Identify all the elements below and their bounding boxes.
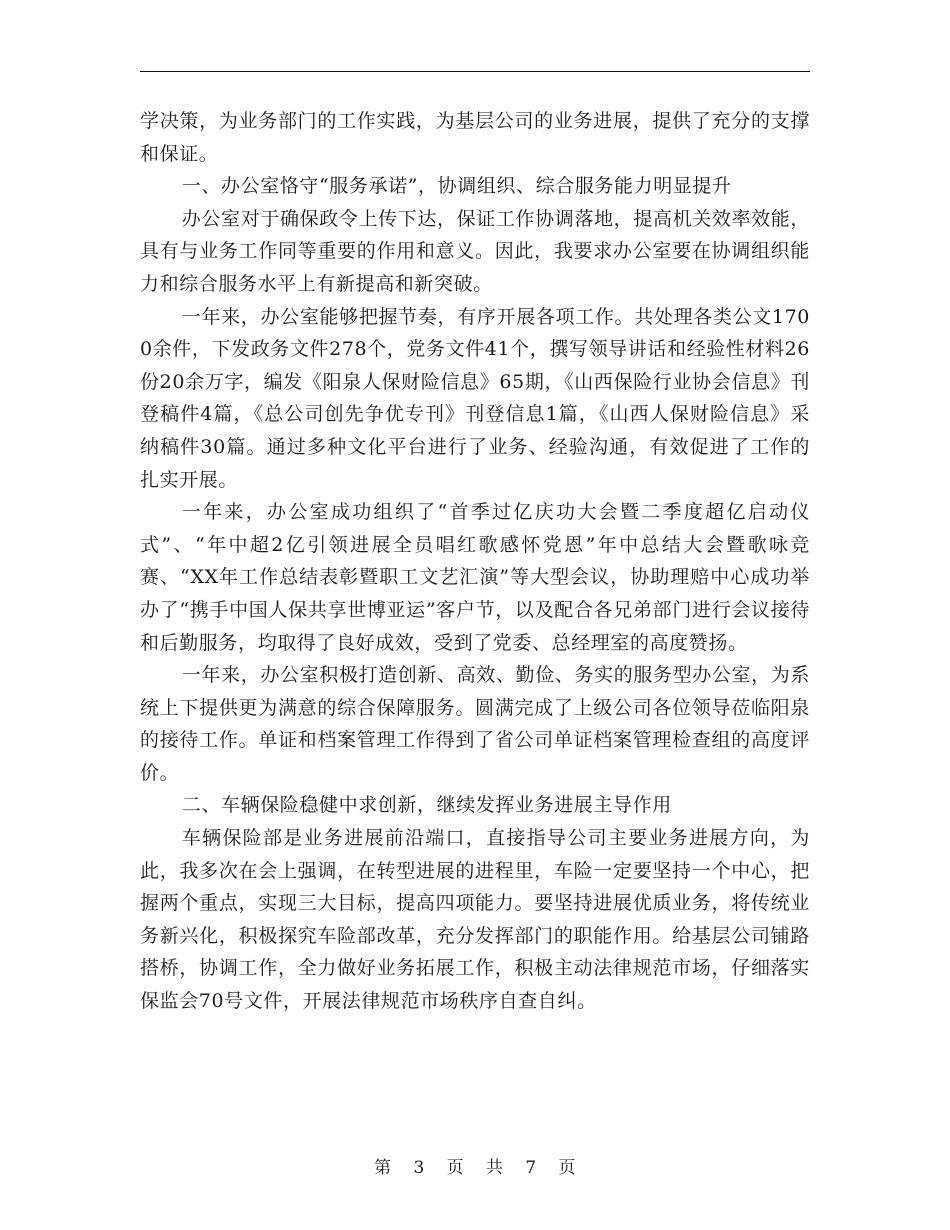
paragraph-vehicle-insurance: 车辆保险部是业务进展前沿端口，直接指导公司主要业务进展方向，为此，我多次在会上强调，在转型进展的进程里，车险一定要坚持一个中心，把握两个重点，实现三大目标，提高四项能力。要坚持进展优质业务，将传统业务新兴化，积极探究车险部改革，充分发挥部门的职能作用。给基层公司铺路搭桥，协调工作，全力做好业务拓展工作，积极主动法律规范市场，仔细落实保监会70号文件，开展法律规范市场秩序自查自纠。 bbox=[140, 827, 810, 1013]
document-body bbox=[140, 105, 810, 1018]
section-heading-vehicle-insurance: 二、车辆保险稳健中求创新，继续发挥业务进展主导作用 bbox=[181, 794, 672, 817]
footer-total-prefix: 共 bbox=[485, 1158, 504, 1178]
paragraph-continuation: 学决策，为业务部门的工作实践，为基层公司的业务进展，提供了充分的支撑和保证。 bbox=[140, 110, 810, 165]
header-rule bbox=[140, 71, 810, 72]
footer-page-number: 3 bbox=[413, 1158, 425, 1178]
page-footer bbox=[0, 1153, 950, 1178]
section-heading-office: 一、办公室恪守“服务承诺”，协调组织、综合服务能力明显提升 bbox=[181, 175, 732, 198]
paragraph-office-role: 办公室对于确保政令上传下达，保证工作协调落地，提高机关效率效能，具有与业务工作同等重要的作用和意义。因此，我要求办公室要在协调组织能力和综合服务水平上有新提高和新突破。 bbox=[140, 207, 810, 295]
footer-page-unit: 页 bbox=[446, 1158, 465, 1178]
paragraph-office-documents: 一年来，办公室能够把握节奏，有序开展各项工作。共处理各类公文1700余件，下发政务文件278个，党务文件41个，撰写领导讲话和经验性材料26份20余万字，编发《阳泉人保财险信息》65期，《山西保险行业协会信息》刊登稿件4篇，《总公司创先争优专刊》刊登信息1篇，《山西人保财险信息》采纳稿件30篇。通过多种文化平台进行了业务、经验沟通，有效促进了工作的扎实开展。 bbox=[140, 305, 810, 491]
footer-total-pages: 7 bbox=[525, 1158, 537, 1178]
footer-page-prefix: 第 bbox=[374, 1158, 392, 1178]
paragraph-office-meetings: 一年来，办公室成功组织了“首季过亿庆功大会暨二季度超亿启动仪式”、“年中超2亿引领进展全员唱红歌感怀党恩”年中总结大会暨歌咏竞赛、“XX年工作总结表彰暨职工文艺汇演”等大型会议，协助理赔中心成功举办了“携手中国人保共享世博亚运”客户节，以及配合各兄弟部门进行会议接待和后勤服务，均取得了良好成效，受到了党委、总经理室的高度赞扬。 bbox=[140, 501, 810, 654]
paragraph-office-service: 一年来，办公室积极打造创新、高效、勤俭、务实的服务型办公室，为系统上下提供更为满意的综合保障服务。圆满完成了上级公司各位领导莅临阳泉的接待工作。单证和档案管理工作得到了省公司单证档案管理检查组的高度评价。 bbox=[140, 664, 810, 784]
footer-total-unit: 页 bbox=[558, 1158, 576, 1178]
